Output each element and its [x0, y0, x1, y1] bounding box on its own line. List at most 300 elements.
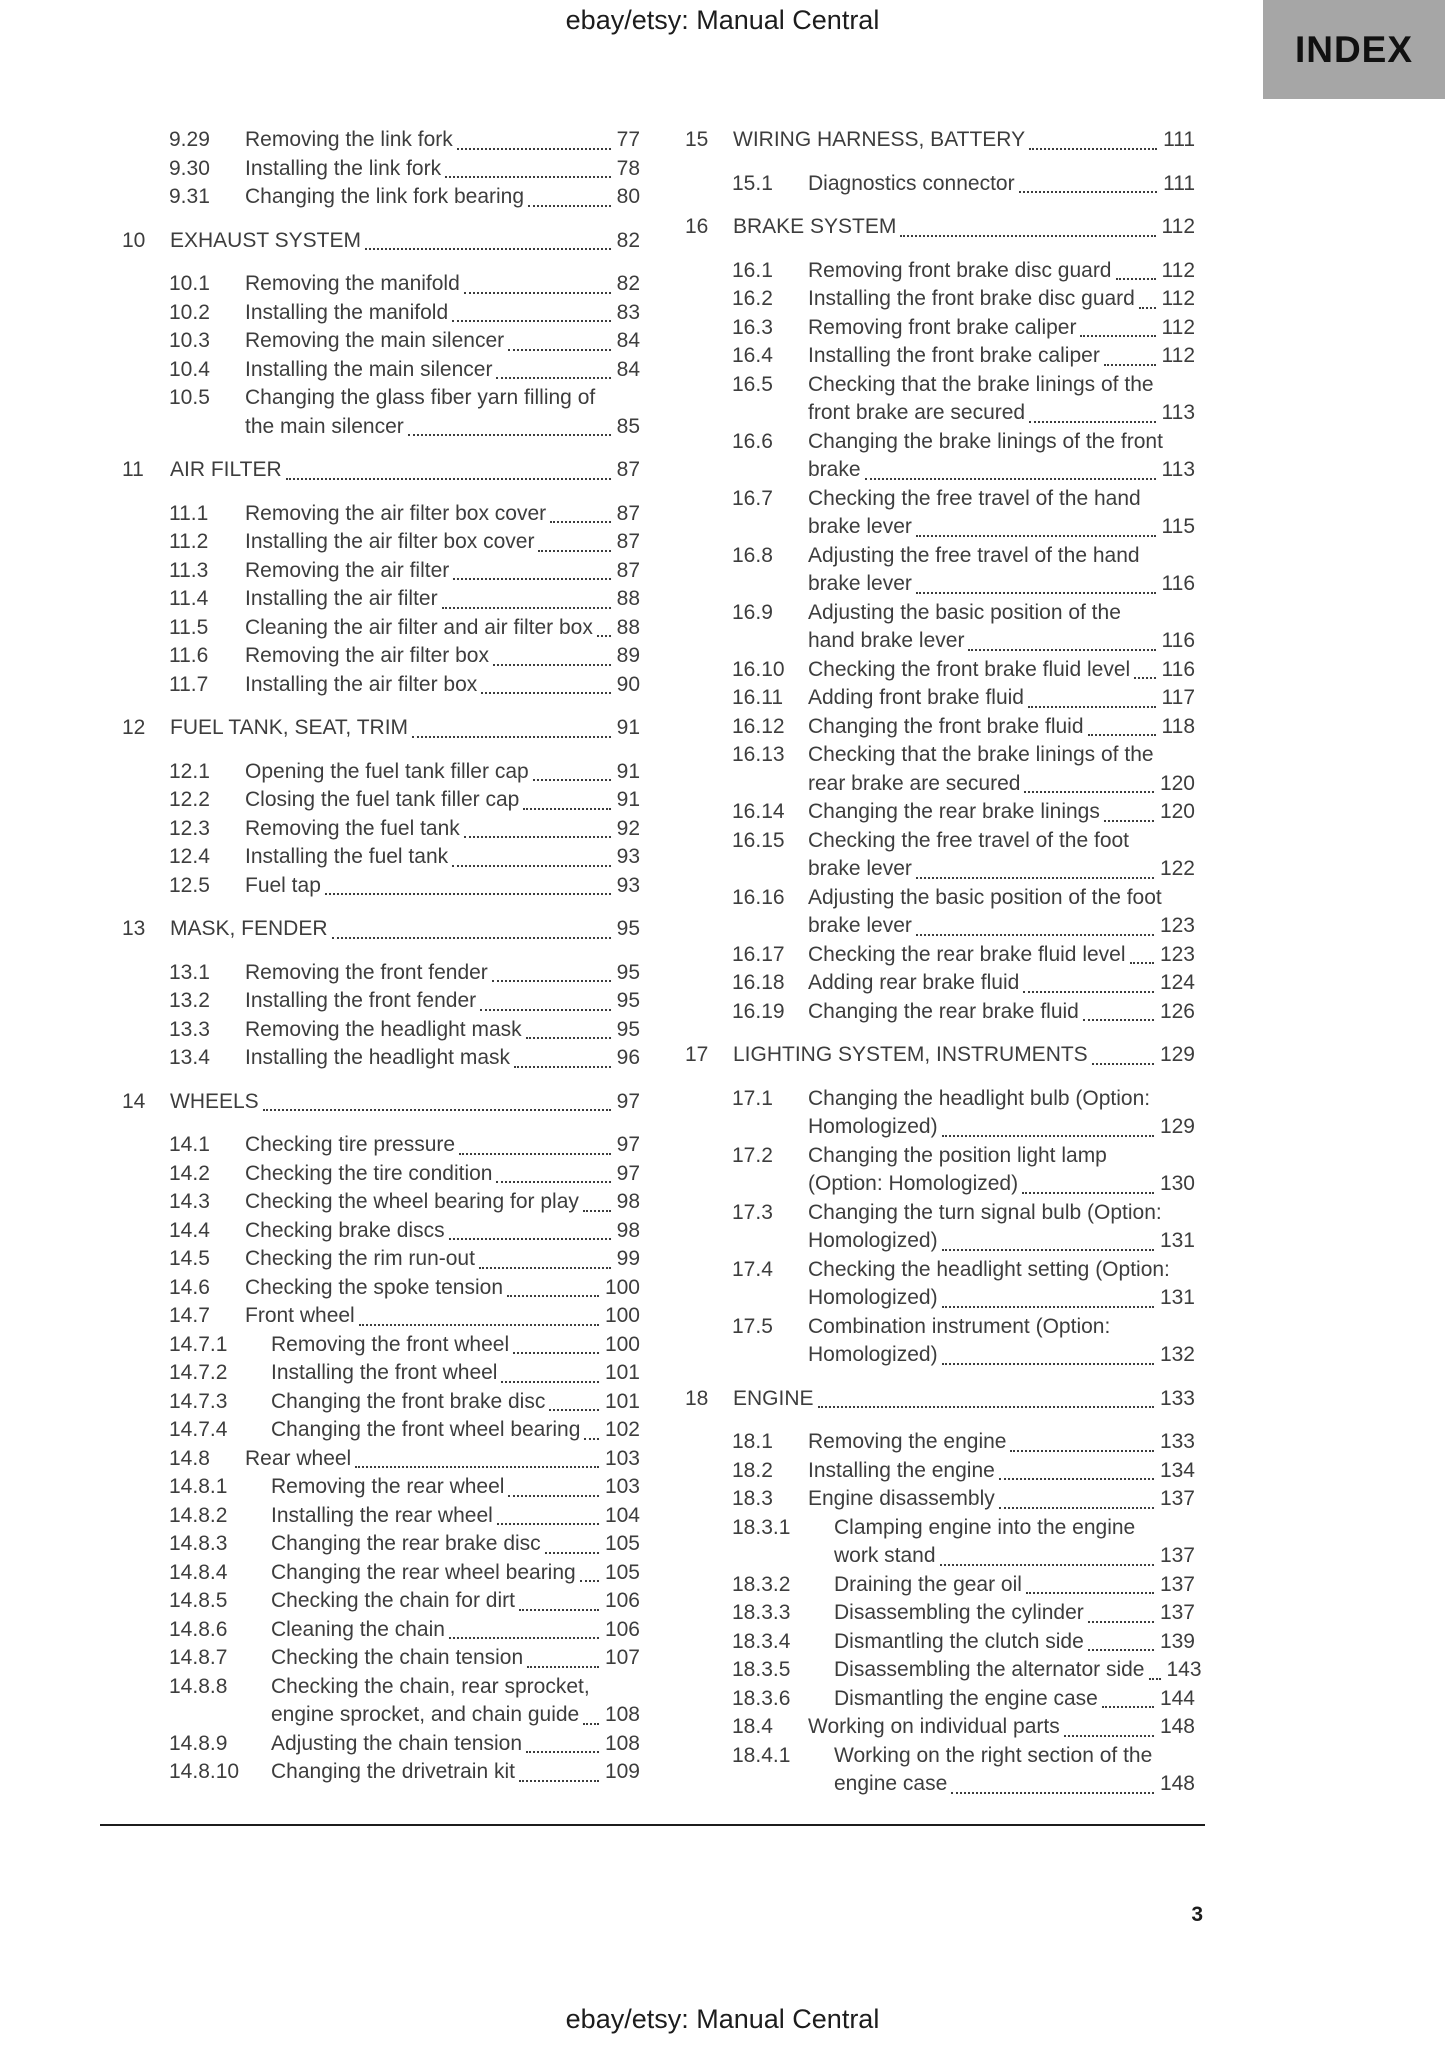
toc-line	[245, 1217, 640, 1246]
toc-number: 18.3.5	[732, 1658, 791, 1681]
toc-page-number: 84	[616, 357, 640, 381]
toc-line	[808, 998, 1195, 1027]
toc-entry-body	[808, 684, 1195, 713]
dotted-leader	[508, 349, 611, 351]
toc-number: 17.4	[732, 1257, 773, 1281]
dotted-leader	[445, 176, 611, 178]
toc-entry	[685, 827, 1195, 884]
toc-title: Removing the main silencer	[245, 329, 505, 352]
toc-page-number: 107	[604, 1646, 640, 1669]
toc-entry-body	[245, 500, 640, 529]
toc-entry	[122, 1388, 640, 1417]
toc-entry-body	[834, 1656, 1202, 1685]
toc-line	[733, 1041, 1195, 1070]
toc-title: Adjusting the free travel of the hand	[808, 543, 1140, 567]
toc-title: Working on the right section of the	[834, 1743, 1153, 1767]
toc-title: Adding front brake fluid	[808, 686, 1024, 709]
toc-line	[245, 1160, 640, 1189]
toc-number: 16.10	[732, 657, 785, 681]
toc-line	[245, 528, 640, 557]
toc-line	[808, 713, 1195, 742]
toc-title: Installing the front brake disc guard	[808, 287, 1135, 310]
dotted-leader	[453, 578, 610, 580]
toc-line	[271, 1559, 640, 1588]
toc-title: AIR FILTER	[170, 458, 282, 481]
toc-entry-body	[834, 1742, 1195, 1799]
dotted-leader	[1019, 191, 1157, 193]
dotted-leader	[1104, 364, 1156, 366]
toc-line	[170, 1088, 640, 1117]
toc-entry-body	[245, 1274, 640, 1303]
toc-line	[834, 1656, 1202, 1685]
toc-entry-body	[271, 1388, 640, 1417]
toc-page-number: 129	[1159, 1115, 1195, 1138]
toc-number: 16.13	[732, 743, 785, 766]
dotted-leader	[1080, 335, 1155, 337]
toc-title: Checking the chain, rear sprocket,	[271, 1674, 590, 1698]
toc-line	[170, 915, 640, 944]
toc-entry-body	[170, 1088, 640, 1117]
dotted-leader	[528, 205, 611, 207]
toc-entry	[685, 713, 1195, 742]
toc-title: MASK, FENDER	[170, 917, 328, 940]
dotted-leader	[501, 1381, 598, 1383]
toc-line	[808, 684, 1195, 713]
dotted-leader	[549, 1409, 599, 1411]
toc-number: 10.4	[169, 357, 210, 381]
toc-page-number: 137	[1159, 1601, 1195, 1624]
toc-page-number: 109	[604, 1760, 640, 1783]
toc-line	[271, 1473, 640, 1502]
toc-entry-body	[245, 528, 640, 557]
toc-title: Engine disassembly	[808, 1487, 995, 1510]
toc-entry-body	[733, 1041, 1195, 1070]
toc-entry	[685, 170, 1195, 199]
toc-entry	[122, 500, 640, 529]
toc-number: 18.3.2	[732, 1572, 791, 1596]
toc-title: Changing the front wheel bearing	[271, 1418, 581, 1441]
toc-line	[271, 1616, 640, 1645]
toc-title: Installing the main silencer	[245, 357, 493, 381]
toc-page-number: 87	[616, 558, 640, 582]
toc-title: Changing the rear brake disc	[271, 1532, 541, 1555]
page-header-title: ebay/etsy: Manual Central	[565, 5, 880, 35]
toc-entry-body	[834, 1685, 1195, 1714]
toc-entry	[685, 1256, 1195, 1313]
toc-page-number: 95	[616, 960, 640, 984]
toc-entry-body	[245, 299, 640, 328]
toc-entry	[685, 684, 1195, 713]
toc-title: Changing the headlight bulb (Option:	[808, 1086, 1151, 1110]
dotted-leader	[942, 1249, 1154, 1251]
toc-entry-body	[245, 1160, 640, 1189]
toc-line	[808, 542, 1195, 571]
toc-title: BRAKE SYSTEM	[733, 215, 897, 238]
toc-number: 10.3	[169, 329, 210, 352]
toc-line	[808, 1457, 1195, 1486]
toc-entry-body	[245, 126, 640, 155]
toc-title: brake lever	[808, 515, 912, 538]
index-tab	[1263, 0, 1445, 99]
toc-line	[808, 627, 1195, 656]
toc-entry-body	[245, 1044, 640, 1073]
toc-page-number: 87	[616, 530, 640, 553]
toc-title: Changing the brake linings of the front	[808, 429, 1163, 453]
toc-number: 14.8.5	[169, 1589, 228, 1612]
toc-entry-body	[245, 1188, 640, 1217]
toc-line	[245, 126, 640, 155]
toc-entry-body	[808, 170, 1195, 199]
toc-title: Changing the front brake fluid	[808, 714, 1084, 738]
toc-entry	[122, 585, 640, 614]
dotted-leader	[900, 235, 1155, 237]
toc-title: Checking tire pressure	[245, 1133, 456, 1156]
dotted-leader	[942, 1363, 1154, 1365]
toc-entry	[685, 969, 1195, 998]
toc-page-number: 100	[604, 1332, 640, 1356]
toc-number: 10.2	[169, 300, 210, 324]
toc-page-number: 132	[1159, 1343, 1195, 1366]
toc-page-number: 100	[604, 1275, 640, 1299]
toc-number: 13.1	[169, 960, 210, 984]
toc-page-number: 137	[1159, 1487, 1195, 1510]
toc-entry-body	[808, 713, 1195, 742]
dotted-leader	[1102, 1706, 1154, 1708]
toc-title: Checking the rim run-out	[245, 1247, 475, 1270]
dotted-leader	[496, 1181, 610, 1183]
toc-number: 16.19	[732, 999, 785, 1023]
toc-title: Installing the rear wheel	[271, 1503, 493, 1527]
toc-title: rear brake are secured	[808, 771, 1021, 795]
toc-entry	[122, 1302, 640, 1331]
dotted-leader	[519, 1609, 599, 1611]
toc-title: Installing the air filter box	[245, 672, 478, 696]
dotted-leader	[464, 836, 611, 838]
toc-entry	[122, 155, 640, 184]
toc-title: Installing the front brake caliper	[808, 344, 1100, 367]
toc-entry-body	[808, 1142, 1195, 1199]
dotted-leader	[507, 1295, 599, 1297]
toc-title: work stand	[834, 1544, 936, 1567]
toc-number: 14.8.8	[169, 1674, 228, 1698]
toc-entry	[122, 1274, 640, 1303]
toc-entry-body	[808, 542, 1195, 599]
toc-entry-body	[245, 843, 640, 872]
toc-line	[808, 170, 1195, 199]
toc-title: LIGHTING SYSTEM, INSTRUMENTS	[733, 1043, 1088, 1066]
toc-entry-body	[245, 614, 640, 643]
toc-number: 14.3	[169, 1190, 210, 1213]
toc-page-number: 101	[604, 1361, 640, 1384]
dotted-leader	[526, 1751, 599, 1753]
toc-page-number: 124	[1159, 971, 1195, 994]
toc-entry	[122, 758, 640, 787]
toc-title: Changing the link fork bearing	[245, 185, 525, 208]
toc-page-number: 112	[1161, 258, 1195, 282]
toc-title: Changing the rear wheel bearing	[271, 1560, 576, 1584]
toc-line	[245, 1274, 640, 1303]
toc-number: 14.1	[169, 1133, 210, 1156]
toc-number: 10.5	[169, 386, 210, 409]
toc-title: Checking the front brake fluid level	[808, 657, 1131, 681]
toc-line	[245, 843, 640, 872]
toc-page-number: 112	[1161, 315, 1195, 339]
toc-entry	[685, 342, 1195, 371]
toc-entry-body	[808, 1713, 1195, 1742]
dotted-leader	[968, 649, 1155, 651]
toc-title: Draining the gear oil	[834, 1572, 1022, 1596]
toc-entry	[122, 327, 640, 356]
toc-title: Closing the fuel tank filler cap	[245, 788, 520, 811]
toc-line	[245, 155, 640, 184]
toc-page-number: 126	[1159, 999, 1195, 1023]
dotted-leader	[550, 521, 611, 523]
toc-number: 14.7.1	[169, 1332, 228, 1356]
dotted-leader	[916, 535, 1156, 537]
toc-number: 14.4	[169, 1218, 210, 1242]
toc-title: Checking the spoke tension	[245, 1275, 503, 1299]
toc-entry-body	[808, 599, 1195, 656]
toc-entry	[122, 356, 640, 385]
toc-number: 13	[122, 917, 146, 940]
toc-number: 16.2	[732, 287, 773, 310]
toc-entry-body	[808, 1199, 1195, 1256]
toc-title: Dismantling the engine case	[834, 1686, 1098, 1710]
toc-line	[808, 342, 1195, 371]
toc-entry-body	[808, 285, 1195, 314]
toc-entry	[685, 1485, 1195, 1514]
dotted-leader	[940, 1564, 1154, 1566]
toc-title: Disassembling the alternator side	[834, 1658, 1145, 1681]
toc-entry-body	[808, 941, 1195, 970]
toc-title: Checking that the brake linings of the	[808, 743, 1154, 766]
dotted-leader	[514, 1066, 611, 1068]
toc-entry-body	[245, 758, 640, 787]
toc-entry-body	[808, 257, 1195, 286]
toc-title: hand brake lever	[808, 629, 965, 652]
toc-page-number: 108	[604, 1703, 640, 1726]
dotted-leader	[916, 592, 1156, 594]
toc-entry	[122, 1644, 640, 1673]
toc-page-number: 98	[616, 1218, 640, 1242]
toc-title: Changing the rear brake linings	[808, 800, 1100, 823]
toc-title: Adjusting the chain tension	[271, 1731, 523, 1755]
toc-entry	[122, 1088, 640, 1117]
toc-entry	[685, 314, 1195, 343]
toc-page-number: 82	[616, 272, 640, 295]
dotted-leader	[916, 877, 1154, 879]
toc-title: Installing the fuel tank	[245, 845, 449, 868]
dotted-leader	[508, 1495, 599, 1497]
toc-entry-body	[808, 798, 1195, 827]
toc-title: Checking the free travel of the hand	[808, 486, 1141, 510]
dotted-leader	[449, 1637, 599, 1639]
dotted-leader	[865, 478, 1156, 480]
toc-number: 18.3	[732, 1487, 773, 1510]
toc-number: 14.8.7	[169, 1646, 228, 1669]
toc-entry	[685, 428, 1195, 485]
dotted-leader	[497, 1523, 599, 1525]
toc-page-number: 97	[616, 1161, 640, 1185]
toc-title: WHEELS	[170, 1089, 259, 1113]
toc-page-number: 123	[1159, 942, 1195, 966]
toc-entry	[685, 1142, 1195, 1199]
dotted-leader	[1139, 307, 1156, 309]
toc-entry	[122, 1673, 640, 1730]
toc-page-number: 98	[616, 1190, 640, 1213]
toc-entry	[685, 798, 1195, 827]
toc-line	[808, 855, 1195, 884]
toc-number: 18.3.1	[732, 1515, 791, 1539]
toc-page-number: 95	[616, 917, 640, 940]
toc-line	[808, 570, 1195, 599]
toc-page-number: 106	[604, 1589, 640, 1612]
toc-line	[808, 257, 1195, 286]
toc-entry	[122, 614, 640, 643]
toc-page-number: 115	[1161, 515, 1195, 538]
toc-left-column	[122, 126, 640, 1787]
toc-entry	[685, 1628, 1195, 1657]
dotted-leader	[942, 1135, 1154, 1137]
toc-entry-body	[271, 1644, 640, 1673]
toc-number: 13.2	[169, 989, 210, 1012]
toc-page-number: 116	[1161, 629, 1195, 652]
toc-title: Removing the headlight mask	[245, 1017, 522, 1041]
toc-page-number: 108	[604, 1731, 640, 1755]
toc-number: 15	[685, 128, 709, 151]
toc-number: 10	[122, 228, 146, 252]
toc-entry	[122, 1559, 640, 1588]
toc-entry	[685, 1571, 1195, 1600]
dotted-leader	[481, 692, 610, 694]
toc-page-number: 133	[1159, 1386, 1195, 1410]
toc-entry	[122, 642, 640, 671]
toc-number: 12.5	[169, 873, 210, 897]
toc-entry-body	[834, 1571, 1195, 1600]
toc-page-number: 82	[616, 228, 640, 252]
toc-line	[808, 1713, 1195, 1742]
toc-title: Diagnostics connector	[808, 171, 1015, 195]
toc-entry-body	[271, 1673, 640, 1730]
dotted-leader	[1104, 820, 1154, 822]
toc-page-number: 88	[616, 587, 640, 610]
toc-line	[834, 1770, 1195, 1799]
toc-entry-body	[271, 1473, 640, 1502]
toc-number: 11.3	[169, 558, 209, 582]
toc-line	[271, 1673, 640, 1702]
toc-number: 16.3	[732, 315, 773, 339]
toc-title: Removing the fuel tank	[245, 816, 460, 840]
toc-line	[245, 585, 640, 614]
toc-title: Removing the air filter box cover	[245, 501, 547, 525]
toc-line	[808, 941, 1195, 970]
toc-number: 14.8.6	[169, 1617, 228, 1641]
dotted-leader	[818, 1406, 1154, 1408]
toc-entry	[685, 1656, 1202, 1685]
toc-title: ENGINE	[733, 1386, 814, 1410]
toc-entry-body	[271, 1559, 640, 1588]
toc-title: front brake are secured	[808, 401, 1026, 424]
dotted-leader	[583, 1723, 599, 1725]
toc-entry-body	[170, 714, 640, 743]
dotted-leader	[459, 1153, 611, 1155]
toc-entry-body	[245, 1445, 640, 1474]
toc-line	[245, 1445, 640, 1474]
toc-line	[271, 1644, 640, 1673]
toc-number: 12.4	[169, 845, 210, 868]
dotted-leader	[452, 320, 611, 322]
toc-entry	[122, 1758, 640, 1787]
toc-line	[834, 1571, 1195, 1600]
toc-entry	[685, 371, 1195, 428]
toc-entry	[685, 1385, 1195, 1414]
toc-entry-body	[245, 1217, 640, 1246]
toc-page-number: 123	[1159, 914, 1195, 937]
toc-page-number: 148	[1159, 1715, 1195, 1738]
dotted-leader	[1023, 991, 1154, 993]
toc-title: FUEL TANK, SEAT, TRIM	[170, 716, 409, 739]
toc-entry	[685, 1457, 1195, 1486]
toc-number: 18.4.1	[732, 1743, 791, 1767]
toc-title: Rear wheel	[245, 1446, 352, 1470]
toc-line	[245, 183, 640, 212]
toc-page-number: 91	[616, 788, 640, 811]
toc-entry	[685, 257, 1195, 286]
toc-entry	[122, 557, 640, 586]
toc-line	[170, 456, 640, 485]
toc-page-number: 111	[1163, 171, 1195, 195]
toc-entry-body	[808, 1485, 1195, 1514]
toc-title: Checking the chain for dirt	[271, 1589, 515, 1612]
toc-page-number: 78	[616, 156, 640, 180]
dotted-leader	[580, 1580, 599, 1582]
toc-entry-body	[271, 1416, 640, 1445]
toc-line	[271, 1388, 640, 1417]
dotted-leader	[442, 607, 611, 609]
toc-entry-body	[808, 428, 1195, 485]
toc-line	[808, 1485, 1195, 1514]
toc-line	[808, 513, 1195, 542]
dotted-leader	[1010, 1450, 1153, 1452]
dotted-leader	[1029, 148, 1157, 150]
dotted-leader	[916, 934, 1154, 936]
toc-entry-body	[245, 872, 640, 901]
toc-title: Checking the chain tension	[271, 1646, 524, 1669]
toc-entry-body	[245, 1131, 640, 1160]
toc-title: Checking the rear brake fluid level	[808, 942, 1126, 966]
toc-entry-body	[733, 1385, 1195, 1414]
toc-entry	[122, 528, 640, 557]
toc-title: Removing front brake disc guard	[808, 258, 1112, 282]
dotted-leader	[412, 736, 611, 738]
toc-entry-body	[733, 126, 1195, 155]
toc-line	[271, 1530, 640, 1559]
toc-title: Changing the rear brake fluid	[808, 999, 1079, 1023]
toc-number: 12.1	[169, 759, 210, 783]
toc-line	[271, 1730, 640, 1759]
toc-entry	[122, 1217, 640, 1246]
toc-entry-body	[808, 969, 1195, 998]
toc-line	[834, 1685, 1195, 1714]
toc-number: 14.8.3	[169, 1532, 228, 1555]
toc-line	[808, 1256, 1195, 1285]
toc-line	[245, 384, 640, 413]
toc-entry	[122, 1530, 640, 1559]
toc-entry	[685, 1742, 1195, 1799]
toc-entry	[122, 1160, 640, 1189]
toc-line	[808, 285, 1195, 314]
toc-entry	[122, 843, 640, 872]
